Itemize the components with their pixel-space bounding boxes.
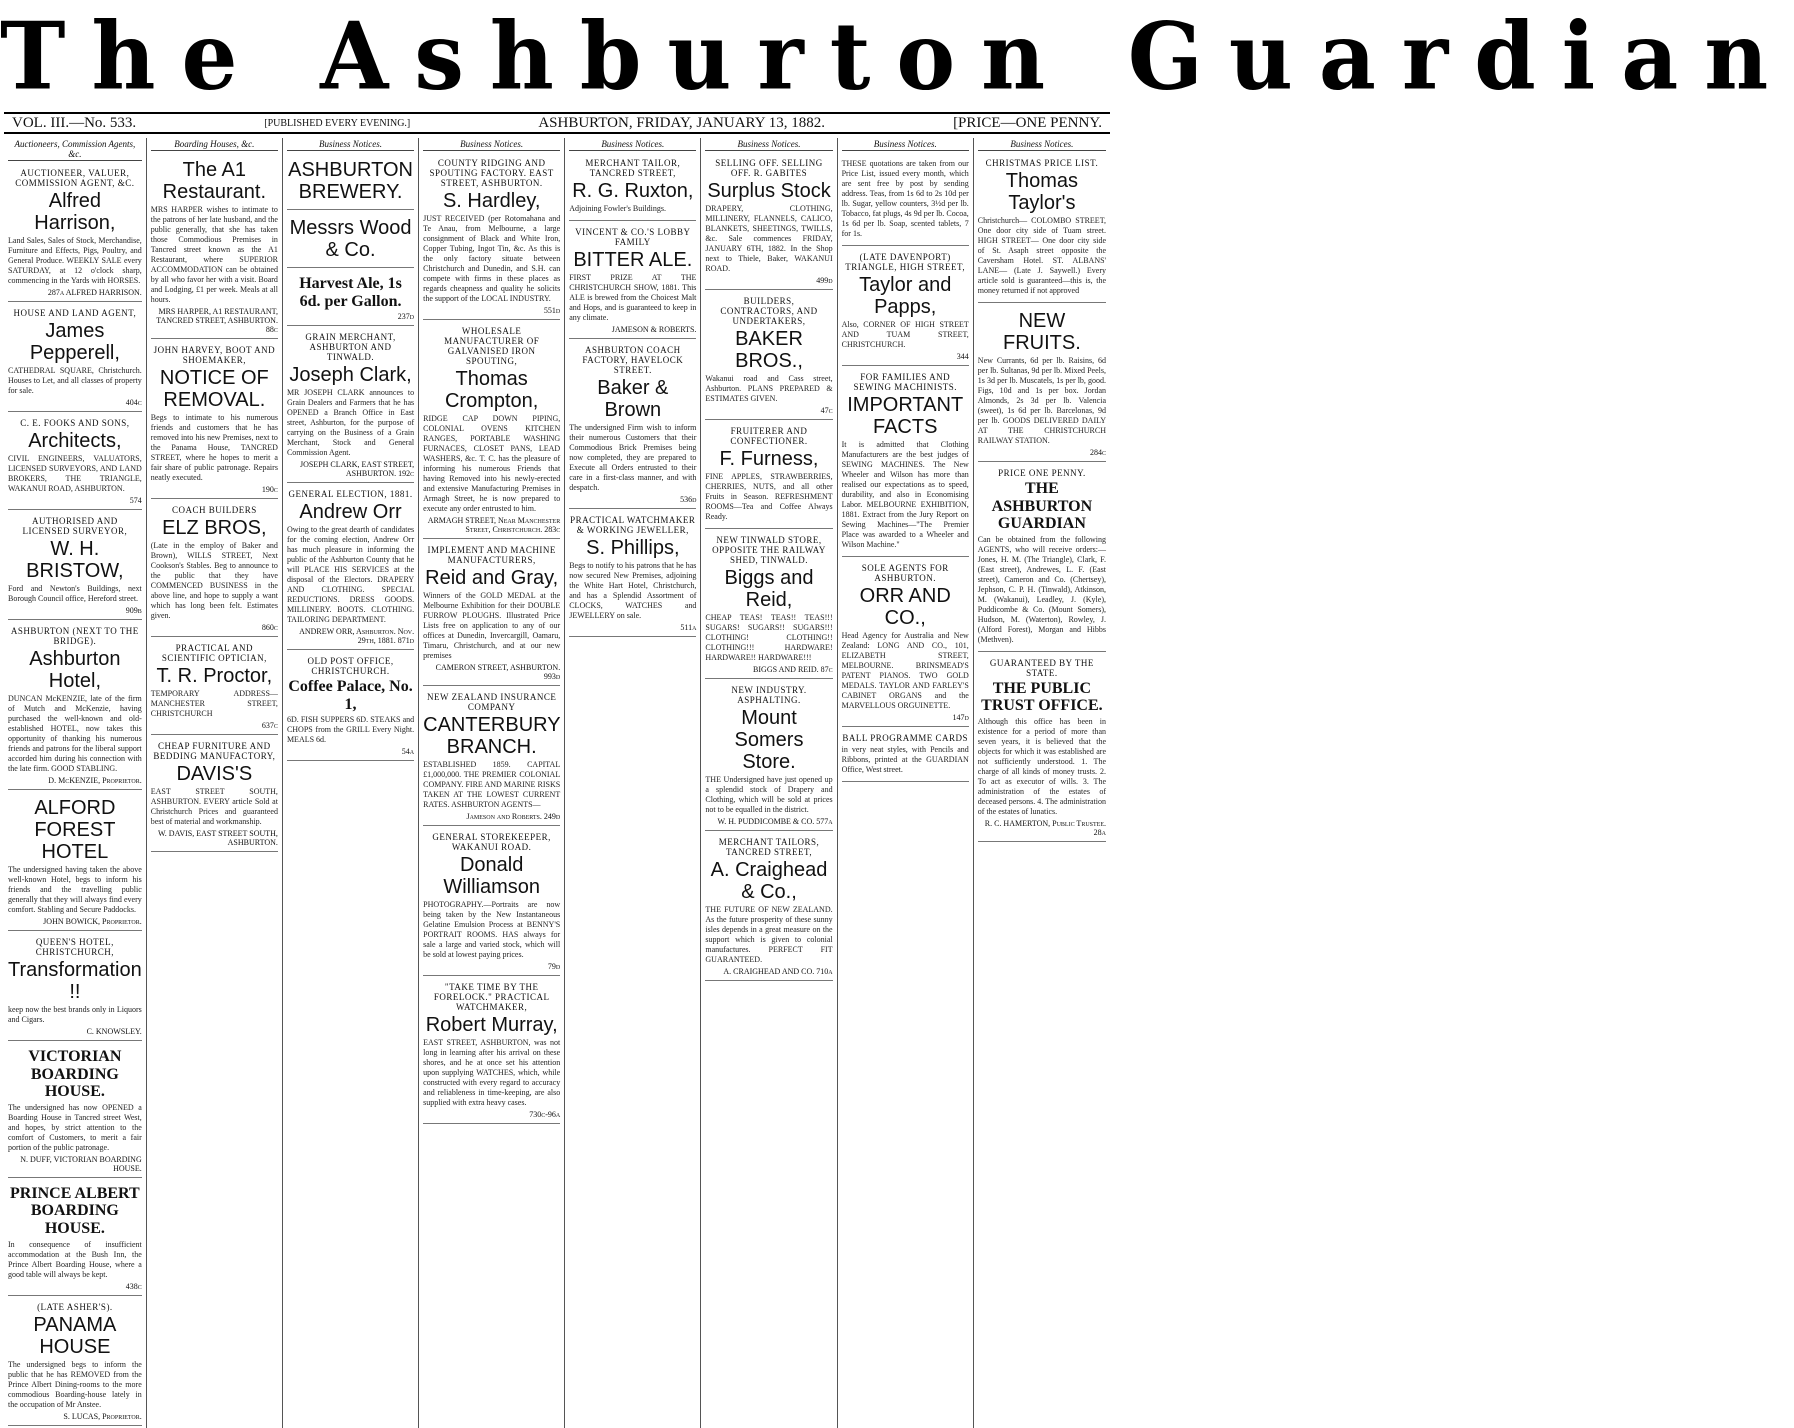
ad-signature: 909b — [125, 606, 142, 615]
ad-signature: 147d — [952, 713, 969, 722]
ad-signature: 284c — [1089, 448, 1106, 457]
ad-subtitle: AUTHORISED AND LICENSED SURVEYOR, — [22, 516, 128, 536]
ad-subtitle: MERCHANT TAILOR, TANCRED STREET, — [585, 158, 681, 178]
advertisement — [705, 154, 832, 290]
ad-signature: 574 — [129, 496, 142, 505]
ad-body: keep now the best brands only in Liquors and Cigars. — [8, 1005, 142, 1024]
ad-signature: JAMESON & ROBERTS. — [611, 325, 697, 334]
advertisement — [287, 652, 414, 761]
newspaper-column — [701, 138, 837, 1428]
ad-body: CHEAP TEAS! TEAS!! TEAS!!! SUGARS! SUGARS!! SUGARS!!! CLOTHING! CLOTHING!! CLOTHING!!! HARDWARE! HARDWARE!! HARDWARE!!! — [705, 613, 833, 662]
ad-title: Transformation !! — [8, 959, 142, 1003]
ad-body: Wakanui road and Cass street, Ashburton. PLANS PREPARED & ESTIMATES GIVEN. — [705, 374, 833, 403]
ad-subtitle: PRICE ONE PENNY. — [998, 468, 1086, 478]
ad-body: MR JOSEPH CLARK announces to Grain Dealers and Farmers that he has OPENED a Branch Office in East street, Ashburton, for the purpose of carrying on the Business of a Grain Merchant, Stock and General Commission Agent. — [286, 388, 415, 458]
ad-title: BITTER ALE. — [573, 249, 693, 271]
ad-signature: 536d — [680, 495, 697, 504]
ad-body: Winners of the GOLD MEDAL at the Melbourne Exhibition for their DOUBLE FURROW PLOUGHS. Illustrated Price Lists free on application to any of our offices at Dunedin, Invercargill, Oamaru, Timaru, Christchurch, and at our new premises — [423, 591, 561, 660]
advertisement — [287, 212, 414, 268]
ad-title: James Pepperell, — [29, 320, 120, 364]
ad-subtitle: (LATE ASHER'S). — [37, 1301, 113, 1312]
advertisement — [8, 792, 142, 931]
ad-title: W. H. BRISTOW, — [26, 538, 124, 582]
advertisement — [151, 639, 278, 735]
ad-title: ASHBURTON BREWERY. — [288, 159, 413, 203]
advertisement — [842, 154, 969, 246]
ad-title: PRINCE ALBERT BOARDING HOUSE. — [10, 1184, 140, 1237]
ad-signature: MRS HARPER, A1 RESTAURANT, TANCRED STREET, ASHBURTON. 88c — [156, 307, 278, 334]
ad-body: Begs to intimate to his numerous friends and customers that he has removed into his new Premises, next to the Panama House, TANCRED STREET, where he hopes to merit a fair share of public patronage. Repairs neatly executed. — [150, 413, 278, 482]
ad-signature: 860c — [261, 623, 278, 632]
ad-subtitle: COUNTY RIDGING AND SPOUTING FACTORY. EAST STREET, ASHBURTON. — [429, 158, 554, 188]
ad-title: Reid and Gray, — [425, 567, 559, 589]
newspaper-column — [974, 138, 1110, 1428]
ad-title: THE PUBLIC TRUST OFFICE. — [981, 679, 1103, 715]
ad-signature: BIGGS AND REID. 87c — [753, 665, 833, 674]
ad-body: THE FUTURE OF NEW ZEALAND. As the future prosperity of these sunny isles depends in a great measure on the support which is given to colonial manufactures. PERFECT FIT GUARANTEED. — [705, 905, 833, 964]
ad-body: JUST RECEIVED (per Rotomahana and Te Anau, from Melbourne, a large consignment of Black and White Iron, Copper Tubing, Ingot Tin, &c. As this is the only factory situate between Christchurch and Dunedin, and S.H. can compete with firms in these places as regards cheapness and quality he solicits the support of the LOCAL INDUSTRY. — [423, 214, 561, 303]
advertisement — [287, 485, 414, 650]
ad-subtitle: CHRISTMAS PRICE LIST. — [985, 158, 1099, 168]
price: [PRICE—ONE PENNY. — [953, 114, 1102, 131]
ad-body: CATHEDRAL SQUARE, Christchurch. Houses to Let, and all classes of property for sale. — [8, 366, 142, 395]
ad-signature: 551d — [543, 306, 561, 315]
ad-signature: 344 — [956, 352, 969, 361]
newspaper-column — [283, 138, 419, 1428]
ad-body: It is admitted that Clothing Manufacturers are the best judges of SEWING MACHINES. The New Wheeler and Wilson has more than realised our expectations as to speed, durability, and also in Economising Labor. MELBOURNE EXHIBITION, 1881. Extract from the Jury Report on Sewing Machines—"The Premier Place was awarded to a Wheeler and Wilson Machine." — [841, 440, 969, 549]
advertisement — [842, 368, 969, 557]
ad-title: THE ASHBURTON GUARDIAN — [991, 480, 1093, 533]
ad-subtitle: FOR FAMILIES AND SEWING MACHINISTS. — [853, 372, 957, 392]
advertisement — [842, 729, 969, 782]
ad-subtitle: FRUITERER AND CONFECTIONER. — [730, 426, 808, 446]
ad-body: Owing to the great dearth of candidates for the coming election, Andrew Orr has much pleasure in informing the public of the Ashburton County that he will PLACE HIS SERVICES at the disposal of the Electors. DRAPERY AND CLOTHING. SPECIAL REDUCTIONS. DRESS GOODS. MILLINERY. BOOTS. CLOTHING. TAILORING DEPARTMENT. — [286, 525, 415, 625]
ad-body: Although this office has been in existence for a period of more than seven years, it is believed that the objects for which it was established are not sufficiently understood. 1. The charge of all kinds of money trusts. 2. To act as executor of wills. 3. The administration of the estates of deceased persons. 4. The administration of the estates of lunatics. — [977, 716, 1106, 816]
advertisement — [978, 305, 1106, 462]
ad-title: Mount Somers Store. — [734, 707, 804, 773]
advertisement — [705, 681, 832, 831]
ad-subtitle: BALL PROGRAMME CARDS — [842, 733, 969, 743]
ad-subtitle: PRACTICAL AND SCIENTIFIC OPTICIAN, — [161, 643, 267, 663]
advertisement — [8, 304, 142, 412]
advertisement — [151, 737, 278, 852]
ad-subtitle: JOHN HARVEY, BOOT AND SHOEMAKER, — [153, 345, 276, 365]
column-header: Business Notices. — [842, 138, 969, 151]
ad-body: ESTABLISHED 1859. CAPITAL £1,000,000. THE PREMIER COLONIAL COMPANY. FIRE AND MARINE RISKS TAKEN AT THE LOWEST CURRENT RATES. ASHBURTON AGENTS— — [423, 760, 561, 809]
ad-title: Thomas Crompton, — [444, 368, 539, 412]
ad-subtitle: OLD POST OFFICE, CHRISTCHURCH. — [307, 656, 394, 677]
ad-title: Baker & Brown — [597, 377, 669, 421]
ad-signature: Jameson and Roberts. 249d — [466, 812, 561, 821]
column-header: Business Notices. — [287, 138, 414, 151]
column-header: Business Notices. — [705, 138, 832, 151]
ad-title: ALFORD FOREST HOTEL — [34, 797, 116, 863]
ad-subtitle: SELLING OFF. SELLING OFF. R. GABITES — [715, 158, 823, 178]
advertisement — [842, 559, 969, 727]
advertisement-columns — [4, 138, 1110, 1421]
masthead — [0, 0, 1794, 111]
ad-title: Harvest Ale, 1s 6d. per Gallon. — [299, 275, 402, 310]
advertisement — [8, 1043, 142, 1178]
ad-title: VICTORIAN BOARDING HOUSE. — [28, 1048, 122, 1101]
ad-title: Andrew Orr — [299, 501, 402, 524]
ad-title: S. Phillips, — [586, 537, 680, 559]
ad-body: The undersigned having taken the above well-known Hotel, begs to inform his friends and the travelling public generally that they will always find every comfort. Stabling and Secure Paddocks. — [8, 865, 142, 914]
ad-subtitle: (LATE DAVENPORT) TRIANGLE, HIGH STREET, — [845, 252, 966, 272]
ad-body: PHOTOGRAPHY.—Portraits are now being taken by the New Instantaneous Gelatine Emulsion Process at BENNY'S PORTRAIT ROOMS. HAS always for sale a large and varied stock, which will be sold at lowest paying prices. — [423, 900, 561, 959]
ad-signature: CAMERON STREET, ASHBURTON. 993d — [435, 663, 561, 681]
advertisement — [569, 154, 696, 221]
ad-signature: JOSEPH CLARK, EAST STREET, ASHBURTON. 192c — [299, 460, 415, 479]
ad-title: Ashburton Hotel, — [29, 648, 121, 692]
ad-title: F. Furness, — [719, 448, 819, 470]
ad-subtitle: GRAIN MERCHANT, ASHBURTON AND TINWALD. — [305, 332, 396, 363]
column-header: Auctioneers, Commission Agents, &c. — [8, 138, 142, 161]
ad-subtitle: BUILDERS, CONTRACTORS, AND UNDERTAKERS, — [720, 296, 818, 326]
ad-body: DUNCAN McKENZIE, late of the firm of Mutch and McKenzie, having purchased the well-known and old-established HOTEL, now takes this opportunity of thanking his numerous friends and patrons for the liberal support accorded him during his connection with the late firm. GOOD STABLING. — [8, 694, 142, 773]
ad-title: A. Craighead & Co., — [710, 859, 828, 903]
ad-signature: 499d — [816, 276, 833, 285]
advertisement — [151, 501, 278, 637]
ad-signature: R. C. HAMERTON, Public Trustee. 28a — [984, 818, 1106, 837]
advertisement — [8, 933, 142, 1041]
advertisement — [569, 341, 696, 509]
ad-title: BAKER BROS., — [735, 328, 803, 372]
ad-body: The undersigned Firm wish to inform their numerous Customers that their Commodious Brick Premises being now completed, they are prepared to Execute all Orders entrusted to their care in a first-class manner, and with despatch. — [569, 423, 697, 492]
ad-subtitle: MERCHANT TAILORS, TANCRED STREET, — [718, 837, 820, 857]
newspaper-column — [419, 138, 565, 1428]
ad-signature: W. DAVIS, EAST STREET SOUTH, ASHBURTON. — [157, 829, 278, 847]
ad-body: New Currants, 6d per lb. Raisins, 6d per lb. Sultanas, 9d per lb. Mixed Peels, 1s 3d per lb. Muscatels, 1s per lb, good. Figs, 10d and 1s per box. Jordan Almonds, 2s 3d per lb. Valencia (sweet), 1s 6d per lb. Barcelonas, 9d per lb. GOODS DELIVERED DAILY AT THE CHRISTCHURCH RAILWAY STATION. — [977, 356, 1106, 445]
ad-subtitle: IMPLEMENT AND MACHINE MANUFACTURERS, — [427, 545, 556, 565]
ad-body: The undersigned has now OPENED a Boarding House in Tancred street West, and hopes, by strict attention to the comfort of Customers, to merit a fair portion of the public patronage. — [8, 1102, 142, 1152]
advertisement — [8, 512, 142, 620]
advertisement — [423, 688, 560, 826]
ad-body: THESE quotations are taken from our Price List, issued every month, which are sent free by post by sending address. Teas, from 1s 6d to 2s 10d per lb. Sugar, yellow counters, 3½d per lb. Tobacco, fat plugs, 4s 9d per lb. Cocoa, 1s 6d per lb. Soap, scented tablets, 7 for 1s. — [841, 159, 969, 238]
advertisement — [287, 270, 414, 326]
advertisement — [287, 328, 414, 483]
newspaper-title: The Ashburton Guardian — [0, 1, 1794, 111]
ad-signature: S. LUCAS, Proprietor. — [63, 1411, 142, 1421]
advertisement — [8, 1180, 142, 1296]
ad-body: In consequence of insufficient accommodation at the Bush Inn, the Prince Albert Boarding House, where a good table will always be kept. — [8, 1239, 142, 1279]
ad-body: MRS HARPER wishes to intimate to the patrons of her late husband, and the public generally, that she has taken those Commodious Premises in Tancred street known as the A1 Restaurant, where SUPERIOR ACCOMMODATION can be obtained by all who favor her with a visit. Board and Lodging, £1 per week. Meals at all hours. — [150, 205, 278, 304]
ad-title: Messrs Wood & Co. — [289, 217, 412, 261]
ad-title: CANTERBURY BRANCH. — [423, 714, 561, 758]
ad-body: EAST STREET SOUTH, ASHBURTON. EVERY article Sold at Christchurch Prices and guaranteed best of material and workmanship. — [150, 787, 278, 826]
ad-signature: JOHN BOWICK, Proprietor. — [43, 917, 142, 926]
volume-number: VOL. III.—No. 533. — [12, 114, 137, 131]
advertisement — [423, 541, 560, 686]
ad-subtitle: GENERAL STOREKEEPER, WAKANUI ROAD. — [432, 832, 551, 852]
ad-body: FINE APPLES, STRAWBERRIES, CHERRIES, NUTS, and all other Fruits in Season. REFRESHMENT ROOMS—Tea and Coffee Always Ready. — [705, 472, 833, 521]
ad-subtitle: COACH BUILDERS — [171, 505, 257, 515]
ad-title: R. G. Ruxton, — [572, 180, 694, 202]
dateline: ASHBURTON, FRIDAY, JANUARY 13, 1882. — [538, 114, 825, 131]
ad-signature: 47c — [820, 406, 833, 415]
advertisement — [423, 828, 560, 976]
ad-signature: D. McKENZIE, Proprietor. — [48, 776, 142, 785]
ad-body: Also, CORNER OF HIGH STREET AND TUAM STREET, CHRISTCHURCH. — [841, 320, 969, 349]
ad-title: Alfred Harrison, — [34, 190, 116, 234]
advertisement — [569, 511, 696, 637]
ad-title: NEW FRUITS. — [1003, 310, 1081, 354]
ad-title: PANAMA HOUSE — [33, 1313, 117, 1358]
advertisement — [423, 322, 560, 539]
ad-signature: N. DUFF, VICTORIAN BOARDING HOUSE. — [20, 1154, 142, 1173]
ad-body: DRAPERY, CLOTHING, MILLINERY, FLANNELS, CALICO, BLANKETS, SHEETINGS, TWILLS, &c. Sale commences FRIDAY, JANUARY 6TH, 1882. In the Shop next to Thiele, Baker, WAKANUI ROAD. — [705, 204, 833, 273]
ad-signature: 511a — [680, 623, 697, 632]
ad-subtitle: AUCTIONEER, VALUER, COMMISSION AGENT, &C. — [15, 168, 135, 188]
issue-info-bar — [4, 112, 1110, 134]
advertisement — [569, 223, 696, 339]
ad-subtitle: HOUSE AND LAND AGENT, — [13, 308, 137, 318]
ad-signature: 637c — [261, 721, 278, 730]
advertisement — [978, 464, 1106, 652]
ad-body: The undersigned begs to inform the public that he has REMOVED from the Prince Albert Dining-rooms to the more commodious Boarding-house lately in the occupation of Mr Anstee. — [8, 1359, 142, 1409]
newspaper-column — [147, 138, 283, 1428]
ad-title: Biggs and Reid, — [724, 567, 814, 611]
advertisement — [8, 414, 142, 510]
ad-title: The A1 Restaurant. — [162, 159, 267, 203]
ad-body: (Late in the employ of Baker and Brown), WILLS STREET, Next Cookson's Stables. Beg to announce to the public that they have COMMENCED BUSINESS in the above line, and hope to supply a want which has long been felt. Estimates given. — [150, 541, 278, 620]
ad-signature: ANDREW ORR, Ashburton. Nov. 29th, 1881. 871d — [299, 627, 415, 646]
ad-subtitle: "TAKE TIME BY THE FORELOCK." PRACTICAL WATCHMAKER, — [433, 982, 550, 1012]
ad-body: Head Agency for Australia and New Zealand: LONG AND CO., 101, ELIZABETH STREET, MELBOURNE. BRINSMEAD'S PATENT PIANOS. TWO GOLD MEDALS. TAYLOR AND FARLEY'S CABINET ORGANS and the MARVELLOUS ORGUINETTE. — [841, 631, 969, 710]
ad-body: 6D. FISH SUPPERS 6D. STEAKS and CHOPS from the GRILL Every Night. MEALS 6d. — [286, 715, 415, 745]
advertisement — [423, 978, 560, 1124]
newspaper-column — [565, 138, 701, 1428]
ad-title: Taylor and Papps, — [859, 274, 952, 318]
ad-signature: 438c — [125, 1281, 142, 1291]
column-header: Boarding Houses, &c. — [151, 138, 278, 151]
ad-signature: 190c — [261, 485, 278, 494]
ad-title: T. R. Proctor, — [156, 665, 273, 687]
advertisement — [705, 422, 832, 529]
advertisement — [287, 154, 414, 210]
advertisement — [423, 154, 560, 320]
column-header: Business Notices. — [569, 138, 696, 151]
ad-signature: 79d — [547, 962, 561, 971]
ad-title: Coffee Palace, No. 1, — [288, 678, 413, 713]
ad-signature: 54a — [401, 747, 415, 757]
advertisement — [705, 531, 832, 679]
ad-body: Begs to notify to his patrons that he has now secured New Premises, adjoining the White Hart Hotel, Christchurch, and has a Splendid Assortment of CLOCKS, WATCHES and JEWELLERY on sale. — [569, 561, 697, 620]
ad-title: ELZ BROS, — [162, 517, 267, 539]
ad-subtitle: VINCENT & CO.'S LOBBY FAMILY — [575, 227, 691, 247]
ad-title: Surplus Stock — [707, 180, 831, 202]
ad-signature: C. KNOWSLEY. — [86, 1027, 142, 1036]
newspaper-column — [4, 138, 147, 1428]
ad-title: NOTICE OF REMOVAL. — [159, 367, 269, 411]
ad-subtitle: PRACTICAL WATCHMAKER & WORKING JEWELLER, — [570, 515, 696, 535]
ad-subtitle: NEW INDUSTRY. ASPHALTING. — [731, 685, 807, 705]
publication-frequency: [PUBLISHED EVERY EVENING.] — [264, 117, 411, 129]
ad-title: Joseph Clark, — [289, 364, 412, 387]
ad-signature: W. H. PUDDICOMBE & CO. 577a — [717, 817, 833, 826]
newspaper-column — [838, 138, 974, 1428]
ad-title: Architects, — [28, 430, 122, 452]
advertisement — [8, 1298, 142, 1426]
ad-subtitle: CHEAP FURNITURE AND BEDDING MANUFACTORY, — [153, 741, 276, 761]
column-header: Business Notices. — [423, 138, 560, 151]
ad-body: Christchurch— COLOMBO STREET, One door city side of Tuam street. HIGH STREET— One door city side of St. Asaph street opposite the Caversham Hotel. ST. ALBANS' LANE— (Late J. Saywell.) Every article sold is guaranteed—this is, the money returned if not approved — [977, 216, 1106, 295]
advertisement — [705, 292, 832, 420]
ad-subtitle: SOLE AGENTS FOR ASHBURTON. — [861, 563, 949, 583]
ad-body: THE Undersigned have just opened up a splendid stock of Drapery and Clothing, which will be sold at prices not to be equalled in the district. — [705, 775, 833, 814]
ad-signature: 287a ALFRED HARRISON. — [47, 288, 142, 297]
ad-subtitle: NEW ZEALAND INSURANCE COMPANY — [427, 692, 557, 712]
ad-title: S. Hardley, — [442, 190, 541, 212]
advertisement — [8, 622, 142, 790]
ad-title: Robert Murray, — [425, 1014, 558, 1036]
ad-signature: ARMAGH STREET, Near Manchester Street, Christchurch. 283c — [427, 516, 561, 534]
advertisement — [8, 164, 142, 302]
ad-subtitle: C. E. FOOKS AND SONS, — [20, 418, 130, 428]
ad-subtitle: QUEEN'S HOTEL, CHRISTCHURCH, — [35, 937, 114, 957]
ad-subtitle: GUARANTEED BY THE STATE. — [989, 657, 1094, 678]
ad-signature: 730c-96a — [529, 1110, 561, 1119]
ad-title: ORR AND CO., — [859, 585, 951, 629]
ad-body: in very neat styles, with Pencils and Ribbons, printed at the GUARDIAN Office, West street. — [841, 745, 969, 774]
ad-body: EAST STREET, ASHBURTON, was not long in learning after his arrival on these shores, and he at once set his attention upon supplying WATCHES, which, while constructed with every regard to accuracy and reliableness in time-keeping, are also supplied with extra heavy cases. — [423, 1038, 561, 1107]
ad-body: RIDGE CAP DOWN PIPING, COLONIAL OVENS KITCHEN RANGES, PORTABLE WASHING FURNACES, CLOSET PANS, LEAD WASHERS, &c. T. C. has the pleasure of informing his numerous Friends that having Removed into his newly-erected and extensive Manufacturing Premises in Armagh Street, he is now prepared to execute any order entrusted to him. — [423, 414, 561, 513]
ad-subtitle: WHOLESALE MANUFACTURER OF GALVANISED IRON SPOUTING, — [444, 326, 540, 366]
ad-body: Adjoining Fowler's Buildings. — [569, 204, 666, 213]
ad-body: CIVIL ENGINEERS, VALUATORS, LICENSED SURVEYORS, AND LAND BROKERS, THE TRIANGLE, WAKANUI ROAD, ASHBURTON. — [8, 454, 142, 493]
ad-subtitle: ASHBURTON (NEXT TO THE BRIDGE). — [10, 626, 139, 646]
ad-body: Can be obtained from the following AGENTS, who will receive orders:— Jones, H. M. (The Triangle), Clark, F. (East street), Andrewes, L. F. (East street), Cameron and Co. (Chertsey), Jephson, C. P. H. (Tinwald), Atkinson, M. (Wakanui), Leadley, J. (Kyle), Puddicombe & Co. (Mount Somers), Hudson, M. (Waterton), Rowley, J. (Alford Forest), Morgan and Hibbs (Methven). — [977, 534, 1106, 644]
ad-title: IMPORTANT FACTS — [847, 394, 964, 438]
ad-title: Thomas Taylor's — [1005, 170, 1079, 214]
ad-title: Donald Williamson — [443, 854, 541, 898]
ad-signature: 237d — [397, 312, 415, 322]
advertisement — [151, 341, 278, 499]
ad-signature: 404c — [125, 398, 142, 407]
ad-body: Land Sales, Sales of Stock, Merchandise, Furniture and Effects, Pigs, Poultry, and General Produce. WEEKLY SALE every SATURDAY, at 12 o'clock sharp, commencing in the Yards with HORSES. — [8, 236, 142, 285]
advertisement — [151, 154, 278, 339]
advertisement — [705, 833, 832, 981]
ad-subtitle: NEW TINWALD STORE, OPPOSITE THE RAILWAY SHED, TINWALD. — [712, 535, 826, 565]
ad-subtitle: ASHBURTON COACH FACTORY, HAVELOCK STREET. — [582, 345, 684, 375]
column-header: Business Notices. — [978, 138, 1106, 151]
ad-body: FIRST PRIZE AT THE CHRISTCHURCH SHOW, 1881. This ALE is brewed from the Choicest Malt and Hops, and is guaranteed to keep in any climate. — [569, 273, 697, 322]
advertisement — [842, 248, 969, 366]
ad-body: TEMPORARY ADDRESS— MANCHESTER STREET, CHRISTCHURCH — [150, 689, 278, 718]
ad-title: DAVIS'S — [176, 763, 253, 785]
advertisement — [978, 154, 1106, 303]
ad-body: Ford and Newton's Buildings, next Borough Council office, Hereford street. — [8, 584, 142, 603]
ad-subtitle: GENERAL ELECTION, 1881. — [288, 489, 413, 500]
ad-signature: A. CRAIGHEAD AND CO. 710a — [723, 967, 833, 976]
advertisement — [978, 654, 1106, 842]
